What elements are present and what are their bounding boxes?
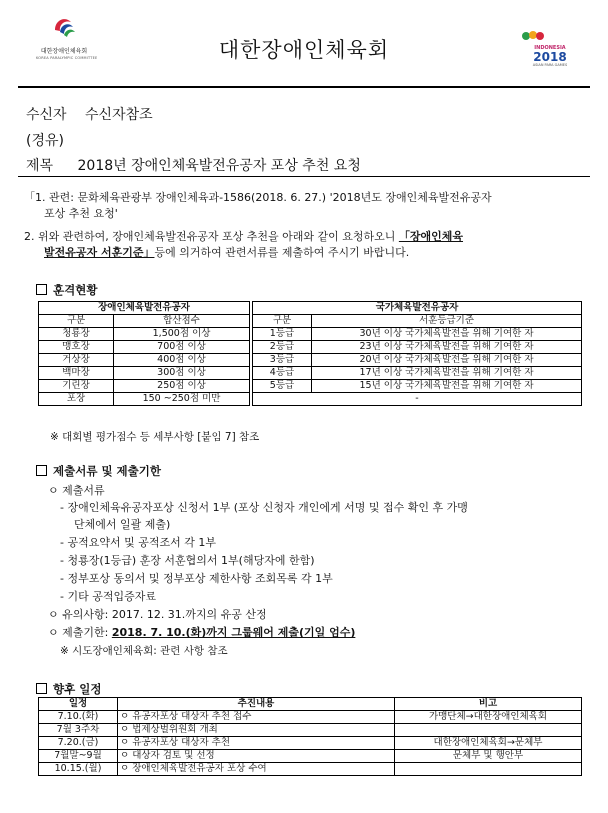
recipient-line [26, 104, 153, 124]
cell: 250점 이상 [114, 380, 250, 393]
docs-item: - 정부포상 동의서 및 정부포상 제한사항 조회목록 각 1부 [60, 572, 333, 585]
cell: 3등급 [253, 354, 312, 367]
cell: 700점 이상 [114, 341, 250, 354]
p2-ref-b: 발전유공자 서훈기준」 [44, 246, 155, 259]
cell: 백마장 [39, 367, 114, 380]
section-checkbox-icon [36, 683, 47, 694]
table-row [39, 341, 250, 354]
table-row [253, 367, 582, 380]
cell: 청룡장 [39, 328, 114, 341]
cell: 맹호장 [39, 341, 114, 354]
cell: ㅇ 대상자 검토 및 선정 [118, 750, 395, 763]
games-name: ASIAN PARA GAMES [532, 63, 568, 67]
section-award-grades [36, 282, 97, 298]
subject-line [26, 155, 361, 175]
table-row [253, 341, 582, 354]
table-row [39, 711, 582, 724]
games-country: INDONESIA [534, 45, 566, 51]
cell: 5등급 [253, 380, 312, 393]
paragraph-2 [24, 229, 594, 261]
column-header: 합산점수 [114, 315, 250, 328]
section2-title: 제출서류 및 제출기한 [53, 464, 161, 478]
cell: 4등급 [253, 367, 312, 380]
cell: ㅇ 법제상벌위원회 개최 [118, 724, 395, 737]
recipient-label: 수신자 [26, 107, 67, 123]
cell: 150 ~250점 미만 [114, 393, 250, 406]
docs-item: - 장애인체육유공자포상 신청서 1부 (포상 신청자 개인에게 서명 및 접수 확인 후 가맹 [60, 501, 468, 514]
column-header: 비고 [395, 698, 582, 711]
kpc-logo-sub: KOREA PARALYMPIC COMMITTEE [36, 56, 98, 60]
cell [395, 763, 582, 776]
docs-item: - 기타 공적입증자료 [60, 590, 156, 603]
header-divider [18, 176, 590, 177]
section-schedule [36, 681, 101, 697]
cell: 23년 이상 국가체육발전을 위해 기여한 자 [312, 341, 582, 354]
section3-title: 향후 일정 [53, 682, 102, 696]
table-row [253, 393, 582, 406]
table-row [253, 380, 582, 393]
cell: 대한장애인체육회→문체부 [395, 737, 582, 750]
paragraph-1 [24, 190, 594, 222]
cell: 1등급 [253, 328, 312, 341]
cell: 거상장 [39, 354, 114, 367]
cell: 기린장 [39, 380, 114, 393]
cell: 1,500점 이상 [114, 328, 250, 341]
cell: 17년 이상 국가체육발전을 위해 기여한 자 [312, 367, 582, 380]
table-caption: 장애인체육발전유공자 [39, 302, 250, 315]
subject-label: 제목 [26, 158, 54, 174]
table-note: ※ 대회별 평가점수 등 세부사항 [붙임 7] 참조 [50, 431, 260, 443]
table-row [39, 380, 250, 393]
docs-label: ㅇ 제출서류 [48, 484, 105, 497]
section1-title: 훈격현황 [53, 283, 98, 297]
table-row [39, 737, 582, 750]
p2-line1-a: 2. 위와 관련하여, 장애인체육발전유공자 포상 추천을 아래와 같이 요청하오니 [24, 230, 399, 243]
cell: 7.10.(화) [39, 711, 118, 724]
subject-value: 2018년 장애인체육발전유공자 포상 추천 요청 [77, 158, 361, 174]
table-caption: 국가체육발전유공자 [253, 302, 582, 315]
cell: 30년 이상 국가체육발전을 위해 기여한 자 [312, 328, 582, 341]
column-header: 일정 [39, 698, 118, 711]
cell: ㅇ 장애인체육발전유공자 포상 수여 [118, 763, 395, 776]
cell: 7월 3주차 [39, 724, 118, 737]
table-row [39, 750, 582, 763]
deadline-line [48, 625, 355, 641]
schedule-table [38, 697, 582, 776]
document-title: 대한장애인체육회 [218, 38, 390, 62]
table-disabled-sports-award [38, 301, 250, 406]
deadline-value: 2018. 7. 10.(화)까지 그룹웨어 제출(기일 엄수) [111, 626, 356, 639]
docs-item: 단체에서 일괄 제출) [74, 518, 171, 531]
docs-item: - 청룡장(1등급) 훈장 서훈협의서 1부(해당자에 한함) [60, 554, 315, 567]
cell: 포장 [39, 393, 114, 406]
column-header: 구분 [253, 315, 312, 328]
notice-line: ㅇ 유의사항: 2017. 12. 31.까지의 유공 산정 [48, 608, 267, 621]
cell: 20년 이상 국가체육발전을 위해 기여한 자 [312, 354, 582, 367]
table-national-sports-award [252, 301, 582, 406]
cell: 7.20.(금) [39, 737, 118, 750]
column-header: 서훈등급기준 [312, 315, 582, 328]
table-row [253, 328, 582, 341]
table-row [39, 763, 582, 776]
via-line: (경유) [26, 133, 64, 149]
cell: 가맹단체→대한장애인체육회 [395, 711, 582, 724]
cell: ㅇ 유공자포상 대상자 추천 접수 [118, 711, 395, 724]
table-row [253, 354, 582, 367]
cell: 400점 이상 [114, 354, 250, 367]
deadline-label: ㅇ 제출기한: [48, 626, 112, 639]
table-row [39, 354, 250, 367]
recipient-value: 수신자참조 [85, 107, 153, 123]
column-header: 구분 [39, 315, 114, 328]
table-row [39, 724, 582, 737]
section-submission [36, 463, 161, 479]
p2-line2-b: 등에 의거하여 관련서류를 제출하여 주시기 바랍니다. [154, 246, 410, 259]
p1-line2: 포상 추천 요청' [44, 207, 118, 220]
kpc-logo-name: 대한장애인체육회 [40, 48, 88, 55]
p2-ref-a: 「장애인체육 [398, 230, 464, 243]
table-row [39, 393, 250, 406]
cell: 2등급 [253, 341, 312, 354]
column-header: 추진내용 [118, 698, 395, 711]
cell: 문체부 및 행안부 [395, 750, 582, 763]
cell [395, 724, 582, 737]
cell: 15년 이상 국가체육발전을 위해 기여한 자 [312, 380, 582, 393]
section-checkbox-icon [36, 465, 47, 476]
games-year: 2018 [533, 50, 567, 64]
docs-item: - 공적요약서 및 공적조서 각 1부 [60, 536, 216, 549]
p1-line1: 「1. 관련: 문화체육관광부 장애인체육과-1586(2018. 6. 27.) '2018년도 장애인체육발전유공자 [24, 191, 492, 204]
cell: - [253, 393, 582, 406]
cell: 10.15.(월) [39, 763, 118, 776]
title-divider [18, 86, 590, 88]
footnote: ※ 시도장애인체육회: 관련 사항 참조 [60, 645, 228, 657]
table-row [39, 328, 250, 341]
section-checkbox-icon [36, 284, 47, 295]
table-row [39, 367, 250, 380]
cell: ㅇ 유공자포상 대상자 추천 [118, 737, 395, 750]
cell: 300점 이상 [114, 367, 250, 380]
cell: 7월말~9월 [39, 750, 118, 763]
